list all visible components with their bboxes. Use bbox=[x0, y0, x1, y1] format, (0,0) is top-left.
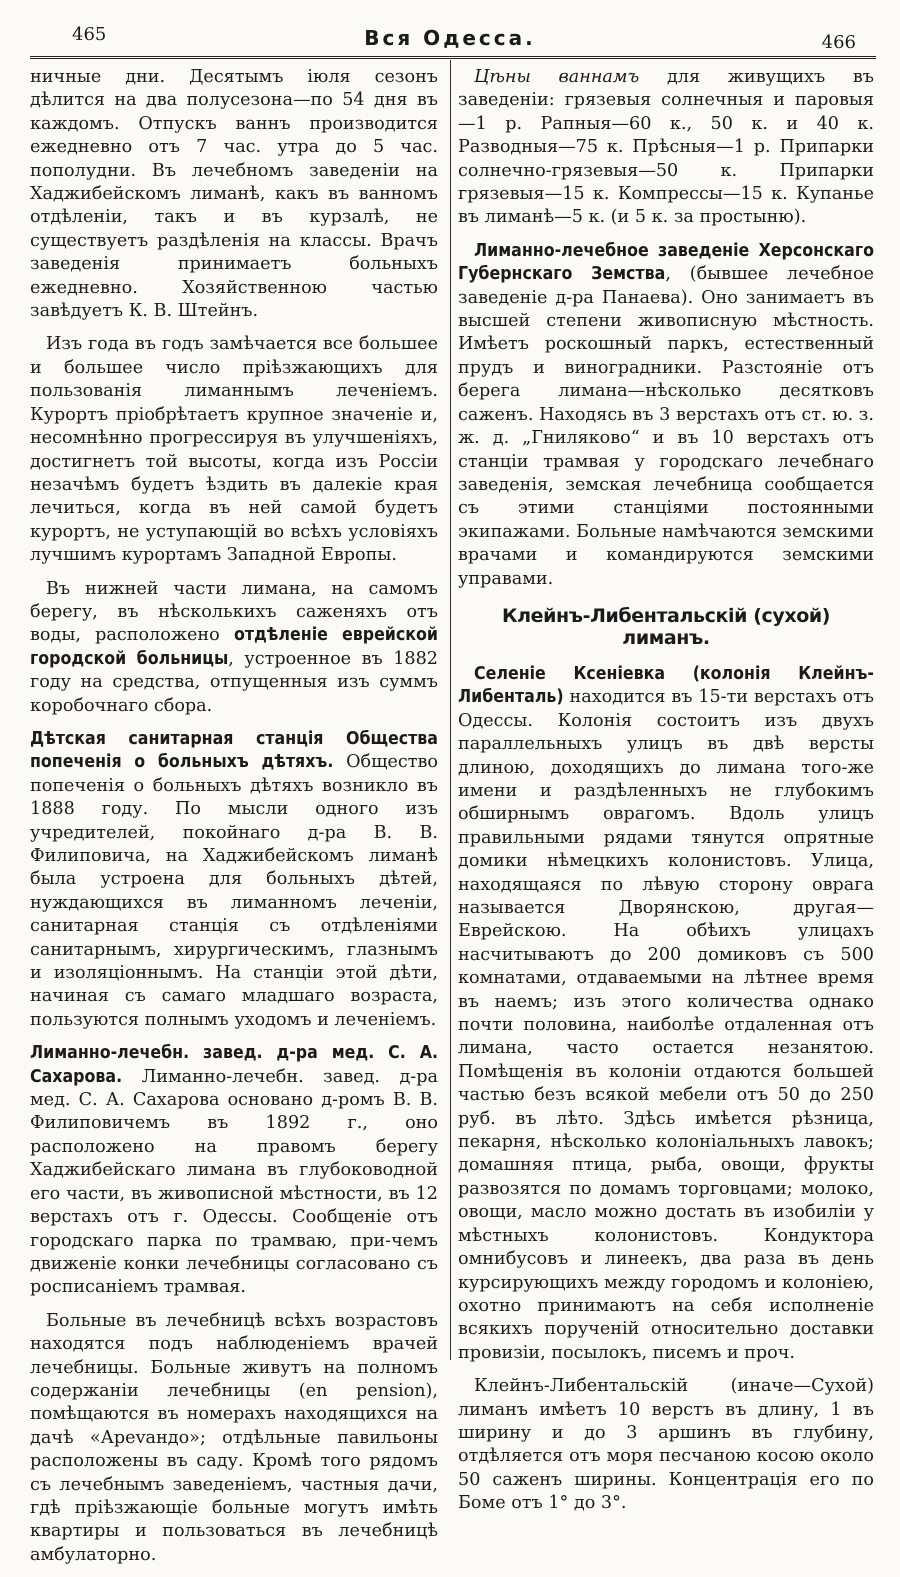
text-run: для живущихъ въ заведеніи: грязевыя солнечныя и паровыя—1 р. Рапныя—60 к., 50 к. и 40 к. Разводныя—75 к. Прѣсныя—1 р. Припарки солнечно-грязевыя—50 к. Припарки грязевыя—15 к. Компрессы—15 к. Купанье въ лиманѣ—5 к. (и 5 к. за простыню). bbox=[458, 67, 874, 228]
page-number-right: 466 bbox=[821, 32, 856, 53]
running-title: Вся Одесса. bbox=[364, 26, 536, 50]
header-rule bbox=[30, 56, 876, 59]
text-run: , (бывшее лечебное заведеніе д-ра Панаева). Оно занимаетъ въ высшей степени живописную мѣстность. Имѣетъ роскошный паркъ, естественный прудъ и виноградники. Разстояніе отъ берега лимана—нѣсколько десятковъ саженъ. Находясь въ 3 верстахъ отъ ст. ю. з. ж. д. „Гниляково“ и въ 10 верстахъ отъ станціи трамвая у городскаго лечебнаго заведенія, земская лечебница сообщается съ этими станціями постоянными экипажами. Больные намѣчаются земскими врачами и командируются земскими управами. bbox=[458, 264, 874, 589]
entry-heading: отдѣленіе еврейской городской больницы bbox=[30, 625, 438, 669]
paragraph-children-station bbox=[30, 728, 438, 1032]
text-run: находится въ 15-ти верстахъ отъ Одессы. Колонія состоитъ изъ двухъ параллельныхъ улицъ въ двѣ версты длиною, доходящихъ до лимана того-же имени и раздѣленныхъ не глубокимъ обширнымъ оврагомъ. Вдоль улицъ правильными рядами тянутся опрятные домики нѣмецкихъ колонистовъ. Улица, находящаяся по лѣвую сторону оврага называется Дворянскою, другая—Еврейскою. На обѣихъ улицахъ насчитываютъ до 200 домиковъ съ 500 комнатами, отдаваемыми на лѣтнее время въ наемъ; изъ этого количества однако почти половина, наиболѣе отдаленная отъ лимана, часто остается незанятою. Помѣщенія въ колоніи отдаются большей частью безъ всякой мебели отъ 50 до 250 руб. въ лѣто. Здѣсь имѣется рѣзница, пекарня, нѣсколько колоніальныхъ лавокъ; домашняя птица, рыба, овощи, фрукты развозятся по домамъ торговцами; молоко, овощи, масло можно достать въ изобиліи у мѣстныхъ колонистовъ. Кондуктора омнибусовъ и линеекъ, два раза въ день курсирующихъ между городомъ и колоніею, охотно принимаютъ на себя исполненіе всякихъ порученій относительно доставки провизіи, посылокъ, писемъ и проч. bbox=[458, 687, 874, 1363]
paragraph-sakharov-clinic bbox=[30, 1042, 438, 1299]
entry-heading: Дѣтская санитарная станція Общества попеченія о больныхъ дѣтяхъ. bbox=[30, 728, 438, 773]
text-run: Въ нижней части лимана, на самомъ берегу, въ нѣсколькихъ саженяхъ отъ воды, расположено bbox=[30, 578, 438, 646]
entry-heading: Селеніе Ксеніевка (колонія Клейнъ-Либенталь) bbox=[458, 663, 874, 708]
paragraph-zemstvo-clinic bbox=[458, 240, 874, 591]
text-run: , устроенное въ 1882 году на средства, отпущенныя изъ суммъ коробочнаго сбора. bbox=[30, 648, 439, 716]
section-title: Клейнъ-Либентальскій (сухой) лиманъ. bbox=[501, 604, 831, 649]
entry-heading: Лиманно-лечебн. завед. д-ра мед. С. А. Сахарова. bbox=[30, 1043, 438, 1087]
column-divider bbox=[450, 60, 451, 1360]
entry-heading: Цѣны ваннамъ bbox=[474, 67, 640, 87]
paragraph-kseniyevka bbox=[458, 663, 874, 1365]
page-number-left: 465 bbox=[72, 24, 107, 45]
paragraph-bath-prices bbox=[458, 66, 874, 230]
left-column bbox=[30, 66, 438, 1577]
paragraph-season: ничные дни. Десятымъ іюля сезонъ дѣлится на два полусезона—по 54 дня въ каждомъ. Отпускъ ваннъ производится ежедневно отъ 7 час. утра до 5 час. пополудни. Въ лечебномъ заведеніи на Хаджибейскомъ лиманѣ, какъ въ ванномъ отдѣленіи, такъ и въ курзалѣ, не существуетъ раздѣленія на классы. Врачъ заведенія принимаетъ больныхъ ежедневно. Хозяйственною частью завѣдуетъ К. В. Штейнъ. bbox=[30, 67, 438, 322]
paragraph-patients: Больные въ лечебницѣ всѣхъ возрастовъ находятся подъ наблюденіемъ врачей лечебницы. Больные живутъ на полномъ содержаніи лечебницы (en pension), помѣщаются въ номерахъ находящихся на дачѣ «Ареvандо»; отдѣльные павильоны расположены въ саду. Кромѣ того рядомъ съ лечебнымъ заведеніемъ, частныя дачи, гдѣ пріѣзжающіе больные могутъ имѣть квартиры и пользоваться въ лечебницѣ амбулаторно. bbox=[30, 1310, 438, 1565]
paragraph-resort-growth: Изъ года въ годъ замѣчается все большее и большее число пріѣзжающихъ для пользованія лиманнымъ леченіемъ. Курортъ пріобрѣтаетъ крупное значеніе и, несомнѣнно прогрессируя въ улучшеніяхъ, достигнетъ той высоты, когда изъ Россіи незачѣмъ будетъ ѣздить въ далекіе края лечиться, когда въ ней самой будетъ курортъ, не уступающій во всѣхъ условіяхъ лучшимъ курортамъ Западной Европы. bbox=[30, 334, 438, 566]
paragraph-liman-size: Клейнъ-Либентальскій (иначе—Сухой) лиманъ имѣетъ 10 верстъ въ длину, 1 въ ширину и до 3 аршинъ въ глубину, отдѣляется отъ моря песчаною косою около 50 саженъ ширины. Концентрація его по Боме отъ 1° до 3°. bbox=[458, 1376, 874, 1514]
page-header bbox=[24, 14, 876, 54]
entry-heading: Лиманно-лечебное заведеніе Херсонскаго Губернскаго Земства bbox=[458, 240, 874, 285]
paragraph-jewish-hospital bbox=[30, 578, 438, 718]
right-column bbox=[458, 66, 874, 1526]
text-run: Общество попеченія о больныхъ дѣтяхъ возникло въ 1888 году. По мысли одного изъ учредителей, покойнаго д-ра В. В. Филиповича, на Хаджибейскомъ лиманѣ была устроена для больныхъ дѣтей, нуждающихся въ лиманномъ леченіи, санитарная станція съ отдѣленіями санитарнымъ, хирургическимъ, глазнымъ и изоляціоннымъ. На станціи этой дѣти, начиная съ самаго младшаго возраста, пользуются полнымъ уходомъ и леченіемъ. bbox=[30, 752, 438, 1030]
text-run: Лиманно-лечебн. завед. д-ра мед. С. А. Сахарова основано д-ромъ В. В. Филиповичемъ въ 1892 г., оно расположено на правомъ берегу Хаджибейскаго лимана въ глубоководной его части, въ живописной мѣстности, въ 12 верстахъ отъ г. Одессы. Сообщеніе отъ городскаго парка по трамваю, при-чемъ движеніе конки лечебницы согласовано съ росписаніемъ трамвая. bbox=[30, 1066, 438, 1298]
